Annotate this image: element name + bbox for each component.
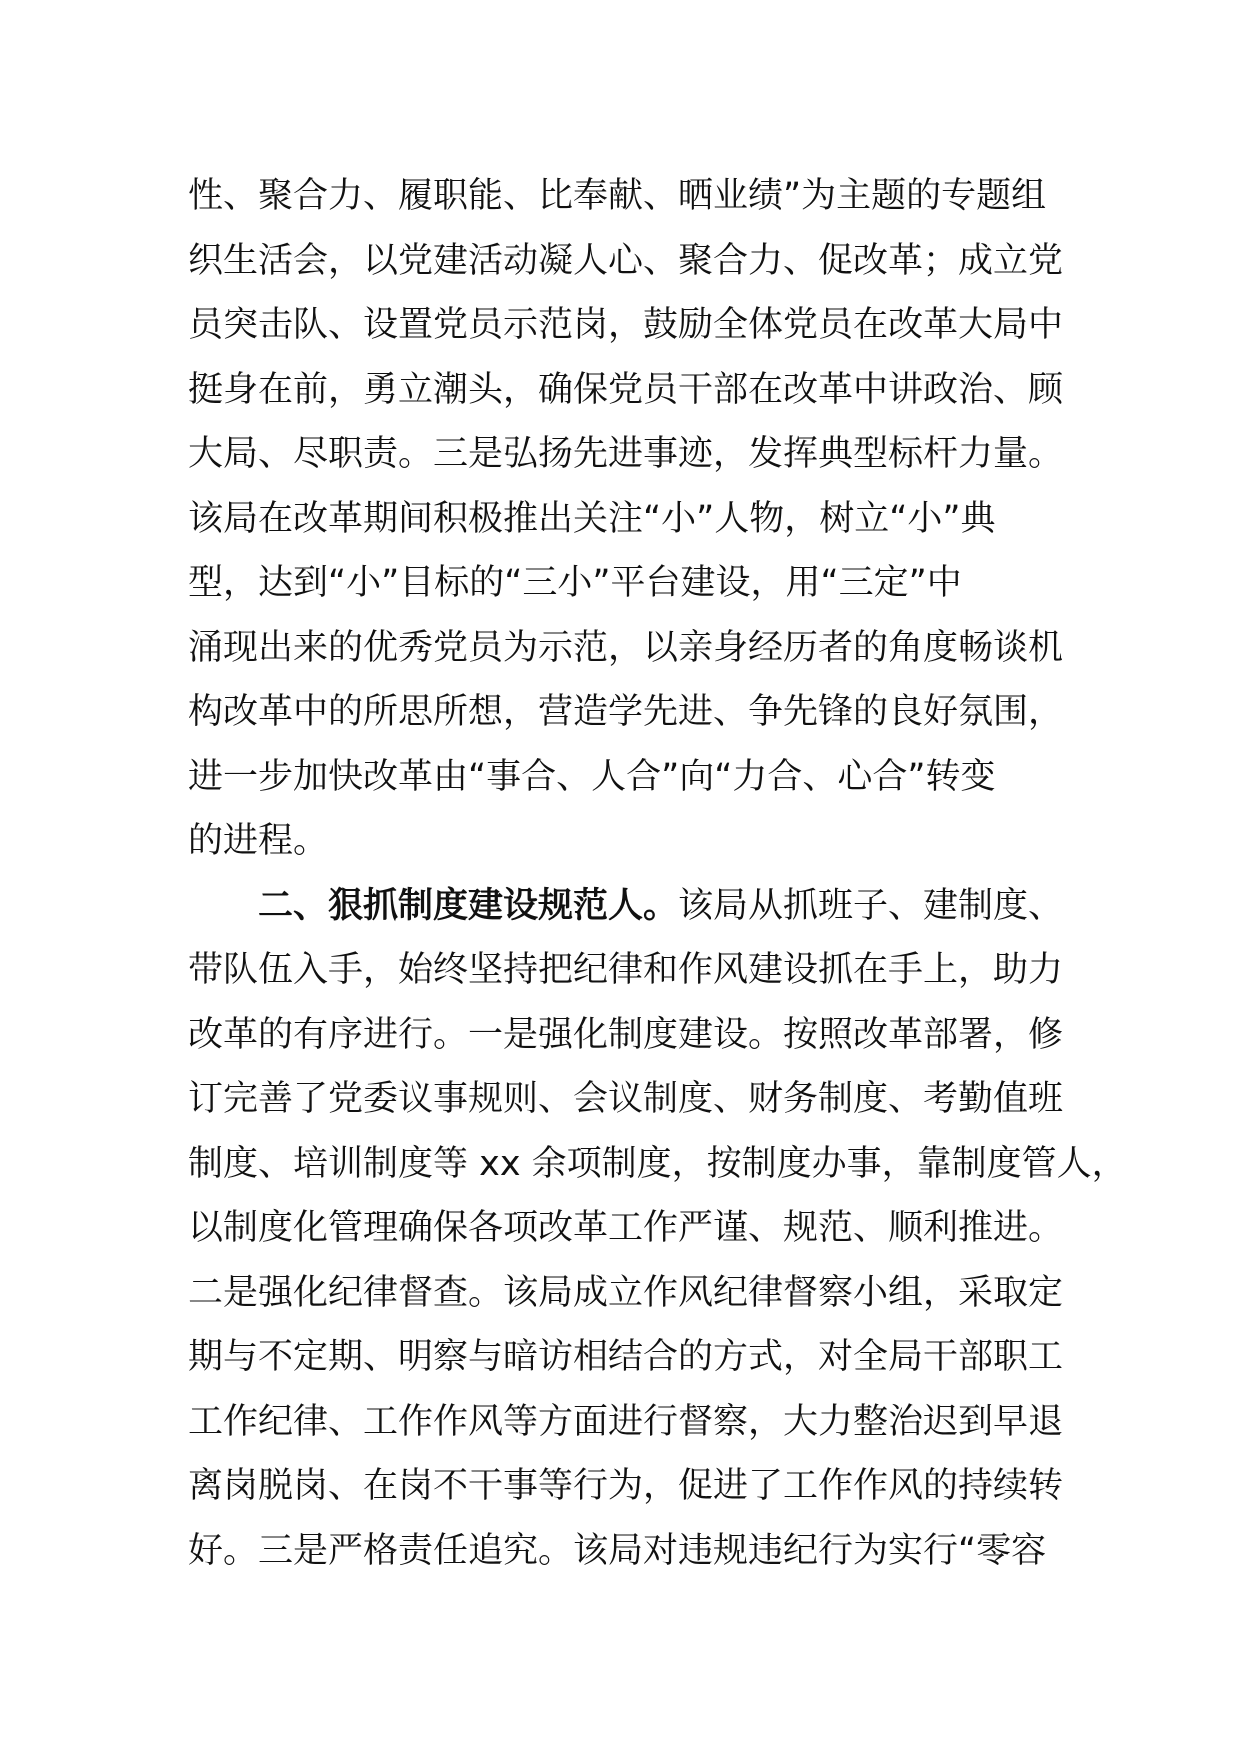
paragraph-line: 带队伍入手，始终坚持把纪律和作风建设抓在手上，助力: [188, 950, 1064, 990]
paragraph-line: 员突击队、设置党员示范岗，鼓励全体党员在改革大局中: [188, 305, 1064, 345]
section-heading: 二、狠抓制度建设规范人。: [258, 885, 679, 926]
paragraph-line: 织生活会，以党建活动凝人心、聚合力、促改革；成立党: [188, 240, 1064, 281]
paragraph-line: 离岗脱岗、在岗不干事等行为，促进了工作作风的持续转: [188, 1466, 1064, 1506]
paragraph-line: 型，达到“小”目标的“三小”平台建设，用“三定”中: [188, 563, 962, 603]
paragraph-line: 性、聚合力、履职能、比奉献、晒业绩”为主题的专题组: [188, 176, 1047, 216]
paragraph-line: 涌现出来的优秀党员为示范，以亲身经历者的角度畅谈机: [188, 627, 1064, 668]
paragraph-line: 构改革中的所思所想，营造学先进、争先锋的良好氛围，: [188, 692, 1064, 732]
paragraph-line: 以制度化管理确保各项改革工作严谨、规范、顺利推进。: [188, 1208, 1064, 1248]
paragraph-line: 好。三是严格责任追究。该局对违规违纪行为实行“零容: [188, 1530, 1047, 1571]
paragraph-line: 期与不定期、明察与暗访相结合的方式，对全局干部职工: [188, 1337, 1064, 1377]
paragraph-line: 工作纪律、工作作风等方面进行督察，大力整治迟到早退: [188, 1401, 1064, 1442]
paragraph-line: 进一步加快改革由“事合、人合”向“力合、心合”转变: [188, 756, 996, 797]
document-body: [188, 164, 1127, 1583]
paragraph-line: 二是强化纪律督查。该局成立作风纪律督察小组，采取定: [188, 1272, 1064, 1313]
paragraph-line: 订完善了党委议事规则、会议制度、财务制度、考勤值班: [188, 1079, 1064, 1119]
paragraph-line: 该局在改革期间积极推出关注“小”人物，树立“小”典: [188, 498, 996, 539]
paragraph-line: 大局、尽职责。三是弘扬先进事迹，发挥典型标杆力量。: [188, 434, 1064, 474]
section-heading-continuation: 该局从抓班子、建制度、: [678, 885, 1064, 926]
paragraph-line: 挺身在前，勇立潮头，确保党员干部在改革中讲政治、顾: [188, 369, 1064, 410]
paragraph-line: 改革的有序进行。一是强化制度建设。按照改革部署，修: [188, 1014, 1064, 1055]
paragraph-line: 的进程。: [188, 821, 329, 861]
paragraph-line: 制度、培训制度等 xx 余项制度，按制度办事，靠制度管人，: [188, 1143, 1127, 1184]
section-heading-line: [188, 874, 1088, 939]
